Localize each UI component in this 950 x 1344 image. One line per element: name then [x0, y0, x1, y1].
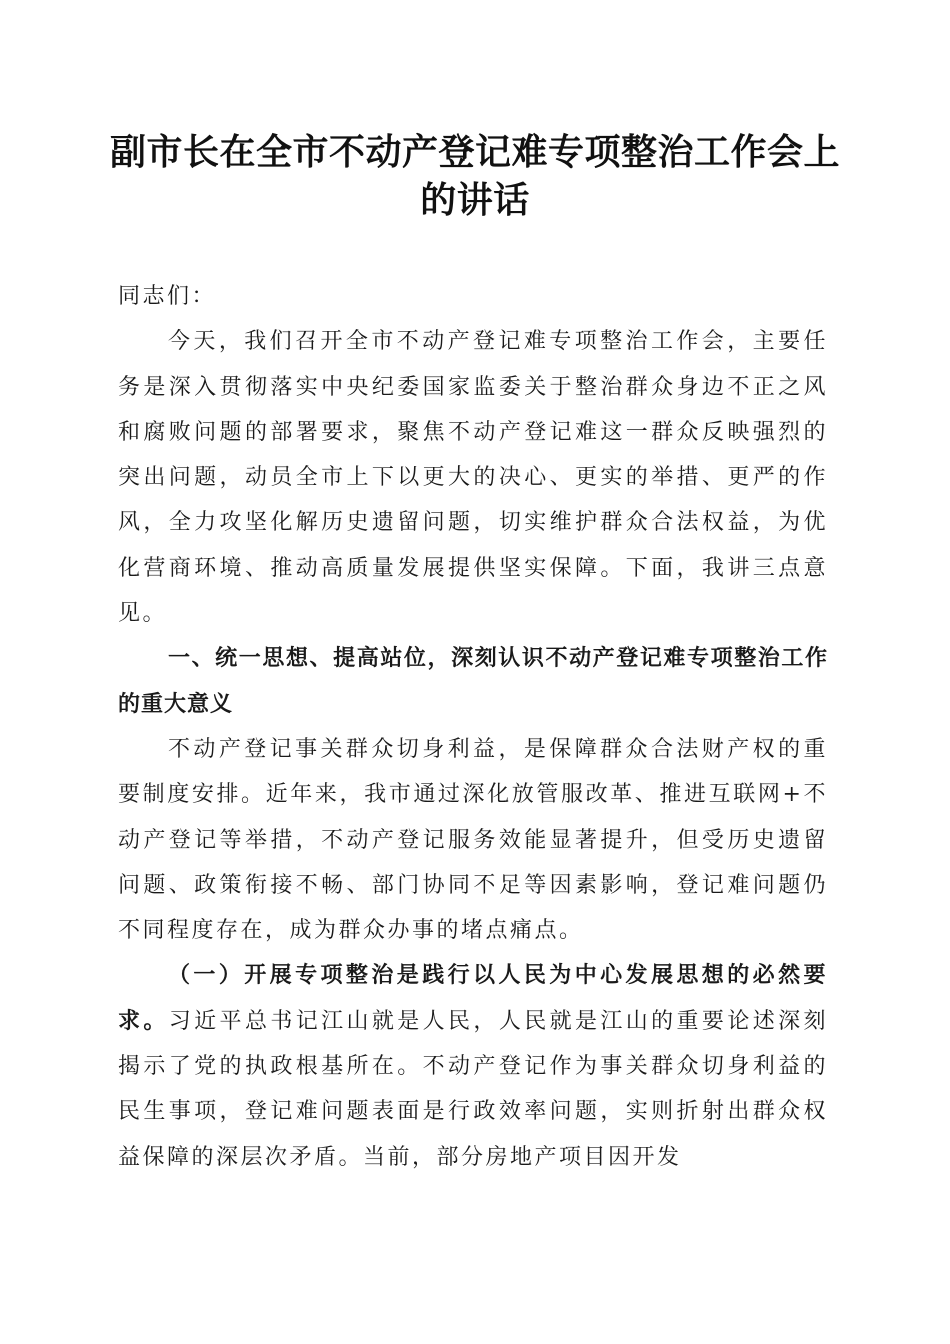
opening-paragraph: 今天，我们召开全市不动产登记难专项整治工作会，主要任务是深入贯彻落实中央纪委国家监委关于整治群众身边不正之风和腐败问题的部署要求，聚焦不动产登记难这一群众反映强烈的突出问题，动员全市上下以更大的决心、更实的举措、更严的作风，全力攻坚化解历史遗留问题，切实维护群众合法权益，为优化营商环境、推动高质量发展提供坚实保障。下面，我讲三点意见。	[118, 329, 828, 627]
sub-heading-1-body: 习近平总书记江山就是人民，人民就是江山的重要论述深刻揭示了党的执政根基所在。不动产登记作为事关群众切身利益的民生事项，登记难问题表面是行政效率问题，实则折射出群众权益保障的深层次矛盾。当前，部分房地产项目因开发	[118, 1008, 828, 1170]
document-body	[118, 274, 828, 1180]
salutation: 同志们：	[118, 284, 217, 309]
section-1-intro: 不动产登记事关群众切身利益，是保障群众合法财产权的重要制度安排。近年来，我市通过深化放管服改革、推进互联网+不动产登记等举措，不动产登记服务效能显著提升，但受历史遗留问题、政策衔接不畅、部门协同不足等因素影响，登记难问题仍不同程度存在，成为群众办事的堵点痛点。	[118, 736, 828, 944]
document-title: 副市长在全市不动产登记难专项整治工作会上的讲话	[109, 131, 840, 221]
sub-heading-1: （一）开展专项整治是践行以人民为中心发展思想的必然要求。	[118, 962, 828, 1034]
section-heading-1: 一、统一思想、提高站位，深刻认识不动产登记难专项整治工作的重大意义	[118, 646, 828, 717]
section-1-sub-1	[118, 953, 828, 1179]
